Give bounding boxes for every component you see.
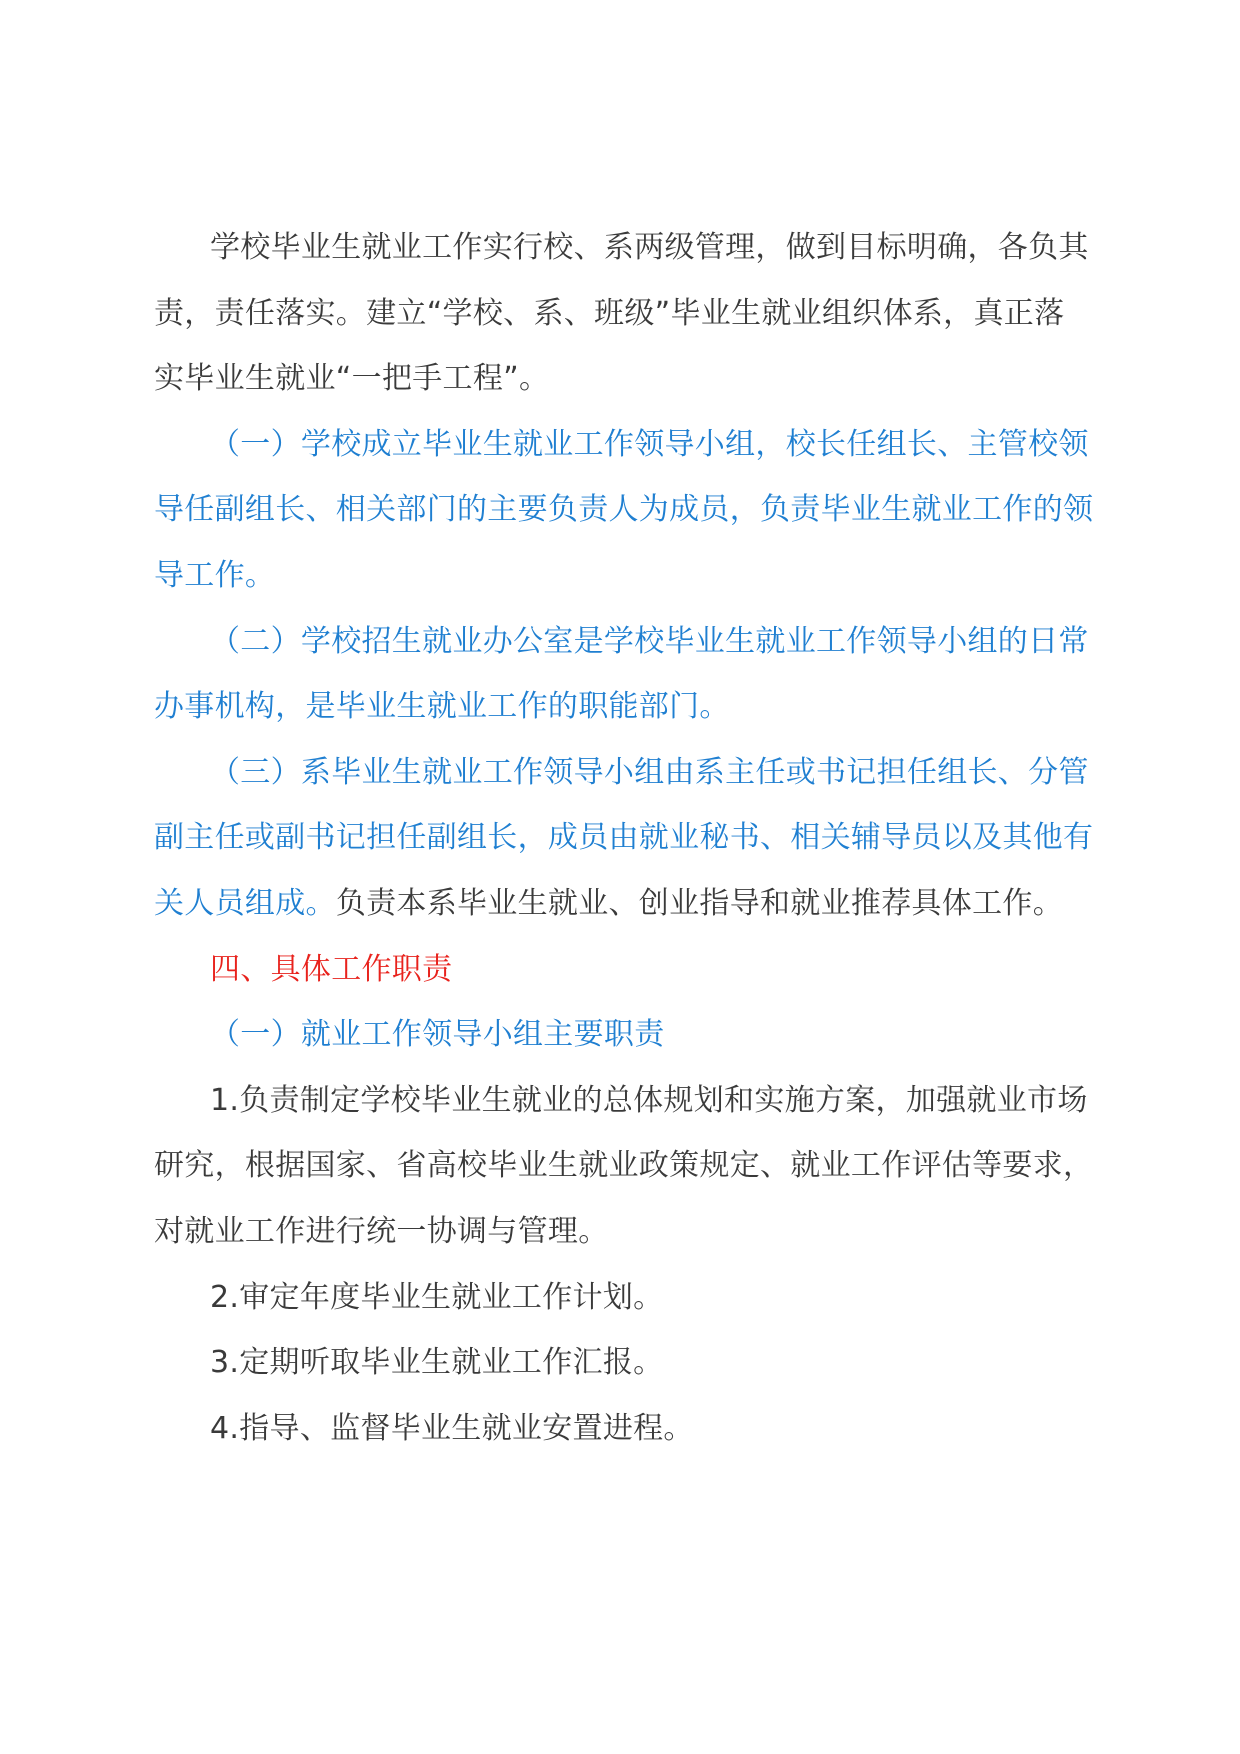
duty-1-paragraph: 1.负责制定学校毕业生就业的总体规划和实施方案，加强就业市场研究，根据国家、省高校毕业生就业政策规定、就业工作评估等要求，对就业工作进行统一协调与管理。 bbox=[154, 1082, 1094, 1249]
document-page bbox=[154, 215, 1094, 1461]
item-3-highlight-text: （三）系毕业生就业工作领导小组由系主任或书记担任组长、分管副主任或副书记担任副组长，成员由就业秘书、相关辅导员以及其他有关人员组成。 bbox=[154, 754, 1094, 921]
duty-2-paragraph: 2.审定年度毕业生就业工作计划。 bbox=[210, 1279, 664, 1315]
sub-heading: （一）就业工作领导小组主要职责 bbox=[210, 1017, 665, 1053]
section-heading: 四、具体工作职责 bbox=[210, 951, 453, 987]
duty-3-paragraph: 3.定期听取毕业生就业工作汇报。 bbox=[210, 1345, 664, 1381]
duty-4-paragraph: 4.指导、监督毕业生就业安置进程。 bbox=[210, 1410, 694, 1446]
item-3-paragraph bbox=[154, 740, 1094, 937]
item-3-body-text: 负责本系毕业生就业、创业指导和就业推荐具体工作。 bbox=[335, 885, 1064, 921]
item-2-paragraph: （二）学校招生就业办公室是学校毕业生就业工作领导小组的日常办事机构，是毕业生就业工作的职能部门。 bbox=[154, 623, 1089, 725]
intro-paragraph: 学校毕业生就业工作实行校、系两级管理，做到目标明确，各负其责，责任落实。建立“学校、系、班级”毕业生就业组织体系，真正落实毕业生就业“一把手工程”。 bbox=[154, 230, 1089, 397]
item-1-paragraph: （一）学校成立毕业生就业工作领导小组，校长任组长、主管校领导任副组长、相关部门的主要负责人为成员，负责毕业生就业工作的领导工作。 bbox=[154, 426, 1094, 593]
